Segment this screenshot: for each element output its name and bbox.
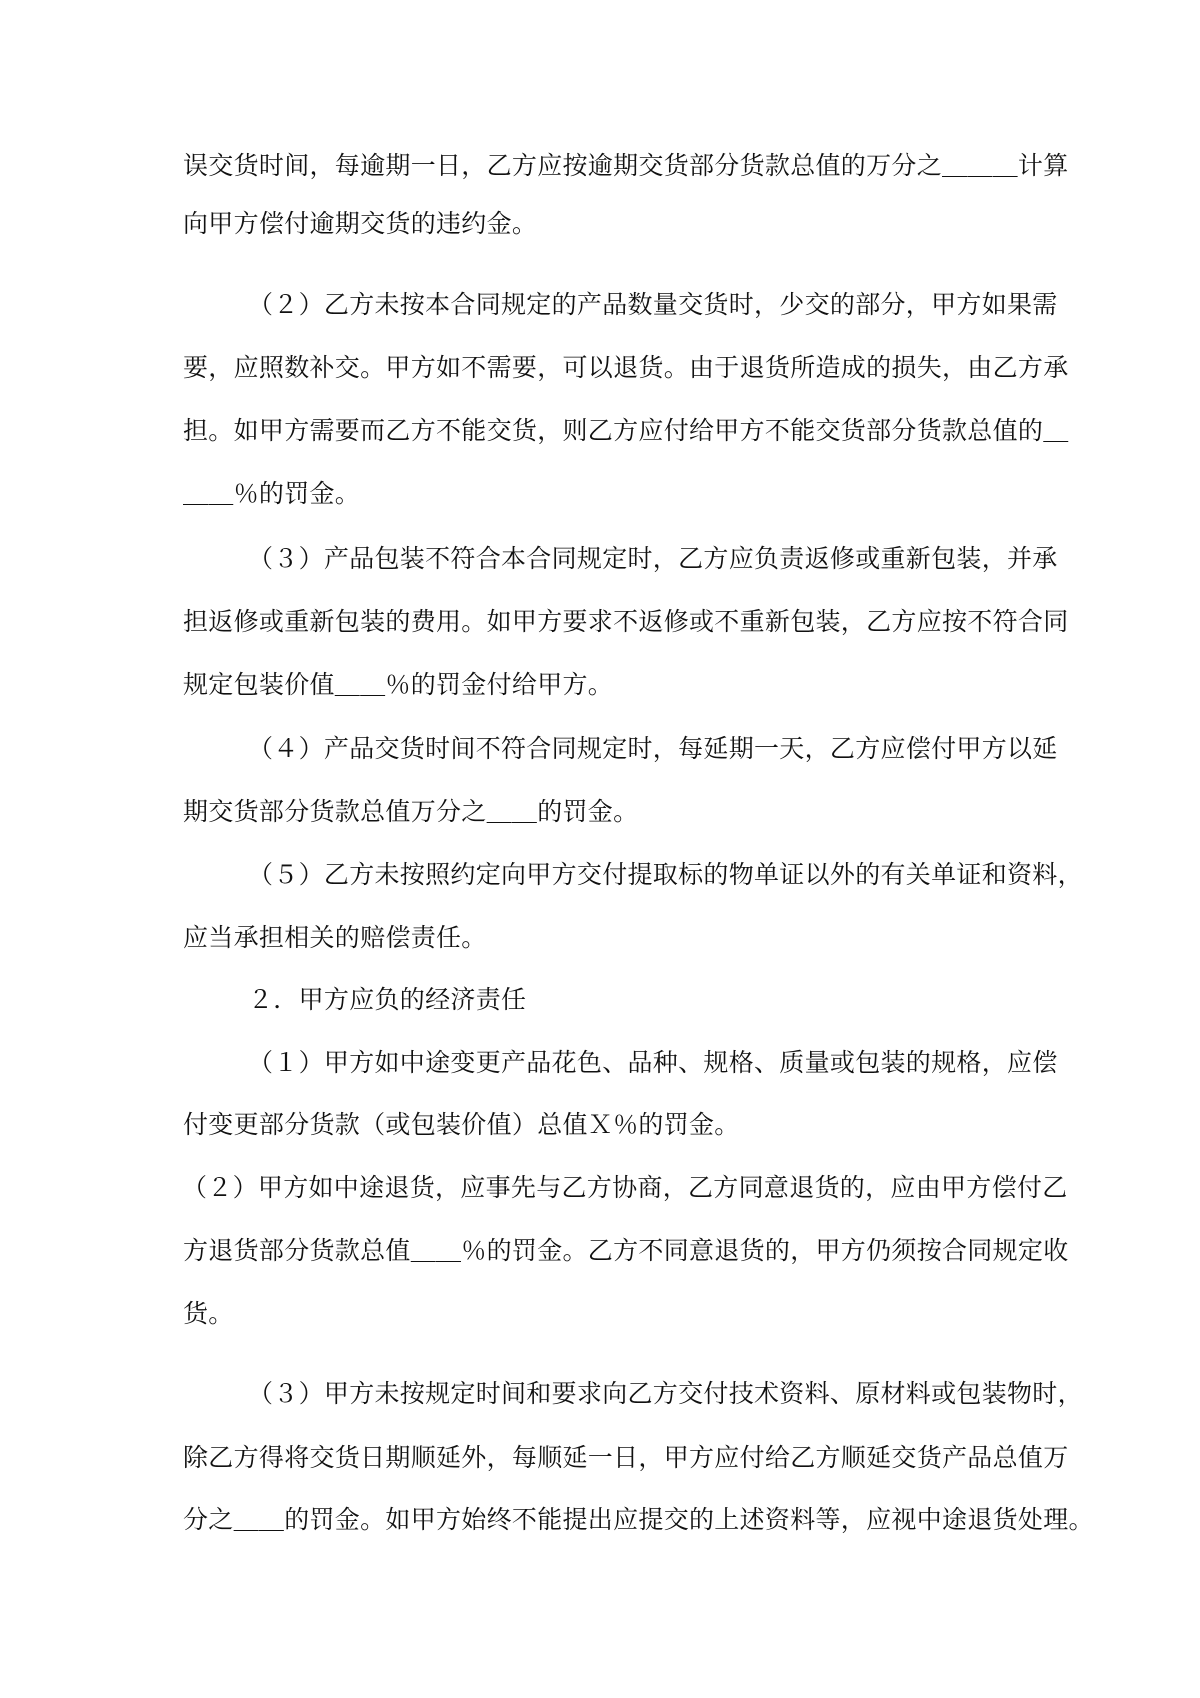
text-line-19: 货。 [183,1299,234,1328]
text-line-13: 应当承担相关的赔偿责任。 [183,923,487,952]
text-line-7: （３）产品包装不符合本合同规定时，乙方应负责返修或重新包装，并承 [248,544,1058,573]
text-line-3: （２）乙方未按本合同规定的产品数量交货时，少交的部分，甲方如果需 [248,290,1058,319]
text-line-12: （５）乙方未按照约定向甲方交付提取标的物单证以外的有关单证和资料， [248,860,1083,889]
text-line-16: 付变更部分货款（或包装价值）总值Ｘ％的罚金。 [183,1110,740,1139]
text-line-6: ＿＿％的罚金。 [183,479,361,508]
section-heading: ２．甲方应负的经济责任 [248,985,527,1014]
text-line-11: 期交货部分货款总值万分之＿＿的罚金。 [183,797,639,826]
text-line-21: 除乙方得将交货日期顺延外，每顺延一日，甲方应付给乙方顺延交货产品总值万 [183,1443,1069,1472]
text-line-10: （４）产品交货时间不符合同规定时，每延期一天，乙方应偿付甲方以延 [248,734,1058,763]
text-line-22: 分之＿＿的罚金。如甲方始终不能提出应提交的上述资料等，应视中途退货处理。 [183,1505,1094,1534]
text-line-8: 担返修或重新包装的费用。如甲方要求不返修或不重新包装，乙方应按不符合同 [183,607,1069,636]
text-line-20: （３）甲方未按规定时间和要求向乙方交付技术资料、原材料或包装物时， [248,1379,1083,1408]
text-line-17: （２）甲方如中途退货，应事先与乙方协商，乙方同意退货的，应由甲方偿付乙 [182,1173,1068,1202]
text-line-2: 向甲方偿付逾期交货的违约金。 [183,209,538,238]
text-line-1: 误交货时间，每逾期一日，乙方应按逾期交货部分货款总值的万分之＿＿＿计算 [183,151,1069,180]
text-line-9: 规定包装价值＿＿％的罚金付给甲方。 [183,670,614,699]
text-line-15: （１）甲方如中途变更产品花色、品种、规格、质量或包装的规格，应偿 [248,1048,1058,1077]
text-line-4: 要，应照数补交。甲方如不需要，可以退货。由于退货所造成的损失，由乙方承 [183,353,1069,382]
text-line-5: 担。如甲方需要而乙方不能交货，则乙方应付给甲方不能交货部分货款总值的＿ [183,416,1069,445]
text-line-18: 方退货部分货款总值＿＿％的罚金。乙方不同意退货的，甲方仍须按合同规定收 [183,1236,1069,1265]
